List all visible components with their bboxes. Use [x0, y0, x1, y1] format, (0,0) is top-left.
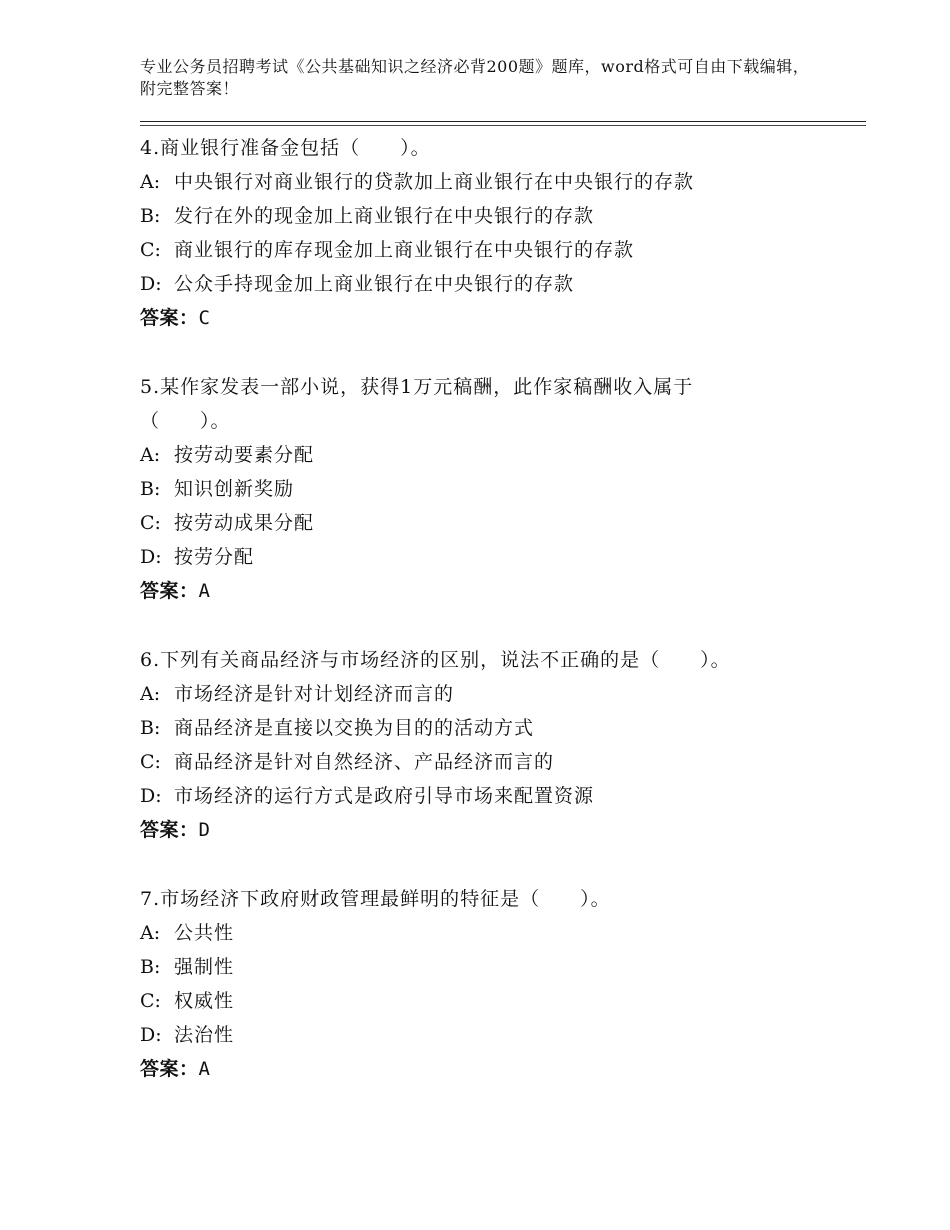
header-rule-secondary: [140, 125, 866, 126]
option-letter: A:: [140, 683, 161, 705]
option-d: [140, 267, 860, 301]
option-letter: B:: [140, 717, 161, 739]
option-letter: C:: [140, 990, 161, 1012]
question-stem: 5.某作家发表一部小说，获得1万元稿酬，此作家稿酬收入属于（ ）。: [140, 376, 694, 432]
option-text: 市场经济是针对计划经济而言的: [174, 683, 455, 705]
option-text: 法治性: [174, 1024, 235, 1046]
answer-line: [140, 1052, 860, 1086]
option-text: 知识创新奖励: [174, 478, 295, 500]
option-a: [140, 916, 860, 950]
option-letter: A:: [140, 922, 161, 944]
option-letter: A:: [140, 171, 161, 193]
option-a: [140, 165, 860, 199]
option-letter: D:: [140, 1024, 162, 1046]
option-c: [140, 984, 860, 1018]
option-text: 公共性: [174, 922, 235, 944]
option-letter: C:: [140, 239, 161, 261]
option-text: 中央银行对商业银行的贷款加上商业银行在中央银行的存款: [174, 171, 695, 193]
option-c: [140, 745, 860, 779]
answer-value: A: [198, 580, 211, 602]
option-text: 公众手持现金加上商业银行在中央银行的存款: [174, 273, 575, 295]
option-c: [140, 506, 860, 540]
option-letter: C:: [140, 751, 161, 773]
option-letter: B:: [140, 205, 161, 227]
option-b: [140, 472, 860, 506]
option-letter: B:: [140, 956, 161, 978]
option-d: [140, 779, 860, 813]
option-text: 发行在外的现金加上商业银行在中央银行的存款: [174, 205, 595, 227]
option-text: 市场经济的运行方式是政府引导市场来配置资源: [174, 785, 595, 807]
option-a: [140, 677, 860, 711]
answer-line: [140, 813, 860, 847]
option-b: [140, 711, 860, 745]
option-a: [140, 438, 860, 472]
option-c: [140, 233, 860, 267]
option-b: [140, 199, 860, 233]
answer-value: C: [198, 307, 211, 329]
option-letter: C:: [140, 512, 161, 534]
question-stem: 6.下列有关商品经济与市场经济的区别，说法不正确的是（ ）。: [140, 649, 731, 671]
option-text: 商品经济是针对自然经济、产品经济而言的: [174, 751, 555, 773]
question-7: [140, 882, 860, 1086]
option-d: [140, 540, 860, 574]
answer-label: 答案：: [140, 307, 199, 329]
question-5: [140, 370, 860, 608]
option-letter: D:: [140, 273, 162, 295]
option-text: 权威性: [174, 990, 235, 1012]
answer-line: [140, 574, 860, 608]
answer-value: D: [198, 819, 211, 841]
header-rule: [140, 121, 866, 122]
question-6: [140, 643, 860, 847]
answer-label: 答案：: [140, 819, 199, 841]
question-stem: 7.市场经济下政府财政管理最鲜明的特征是（ ）。: [140, 888, 611, 910]
option-d: [140, 1018, 860, 1052]
document-header: 专业公务员招聘考试《公共基础知识之经济必背200题》题库，word格式可自由下载编辑，附完整答案！: [140, 57, 810, 98]
option-text: 商业银行的库存现金加上商业银行在中央银行的存款: [174, 239, 635, 261]
answer-value: A: [198, 1058, 211, 1080]
answer-line: [140, 301, 860, 335]
option-letter: A:: [140, 444, 161, 466]
question-4: [140, 131, 860, 335]
option-b: [140, 950, 860, 984]
option-text: 强制性: [174, 956, 235, 978]
option-text: 按劳动要素分配: [174, 444, 315, 466]
option-text: 按劳动成果分配: [174, 512, 315, 534]
option-letter: D:: [140, 546, 162, 568]
option-text: 按劳分配: [174, 546, 255, 568]
answer-label: 答案：: [140, 1058, 199, 1080]
option-letter: D:: [140, 785, 162, 807]
answer-label: 答案：: [140, 580, 199, 602]
question-list: [140, 131, 860, 1121]
question-stem: 4.商业银行准备金包括（ ）。: [140, 137, 431, 159]
option-text: 商品经济是直接以交换为目的的活动方式: [174, 717, 535, 739]
option-letter: B:: [140, 478, 161, 500]
